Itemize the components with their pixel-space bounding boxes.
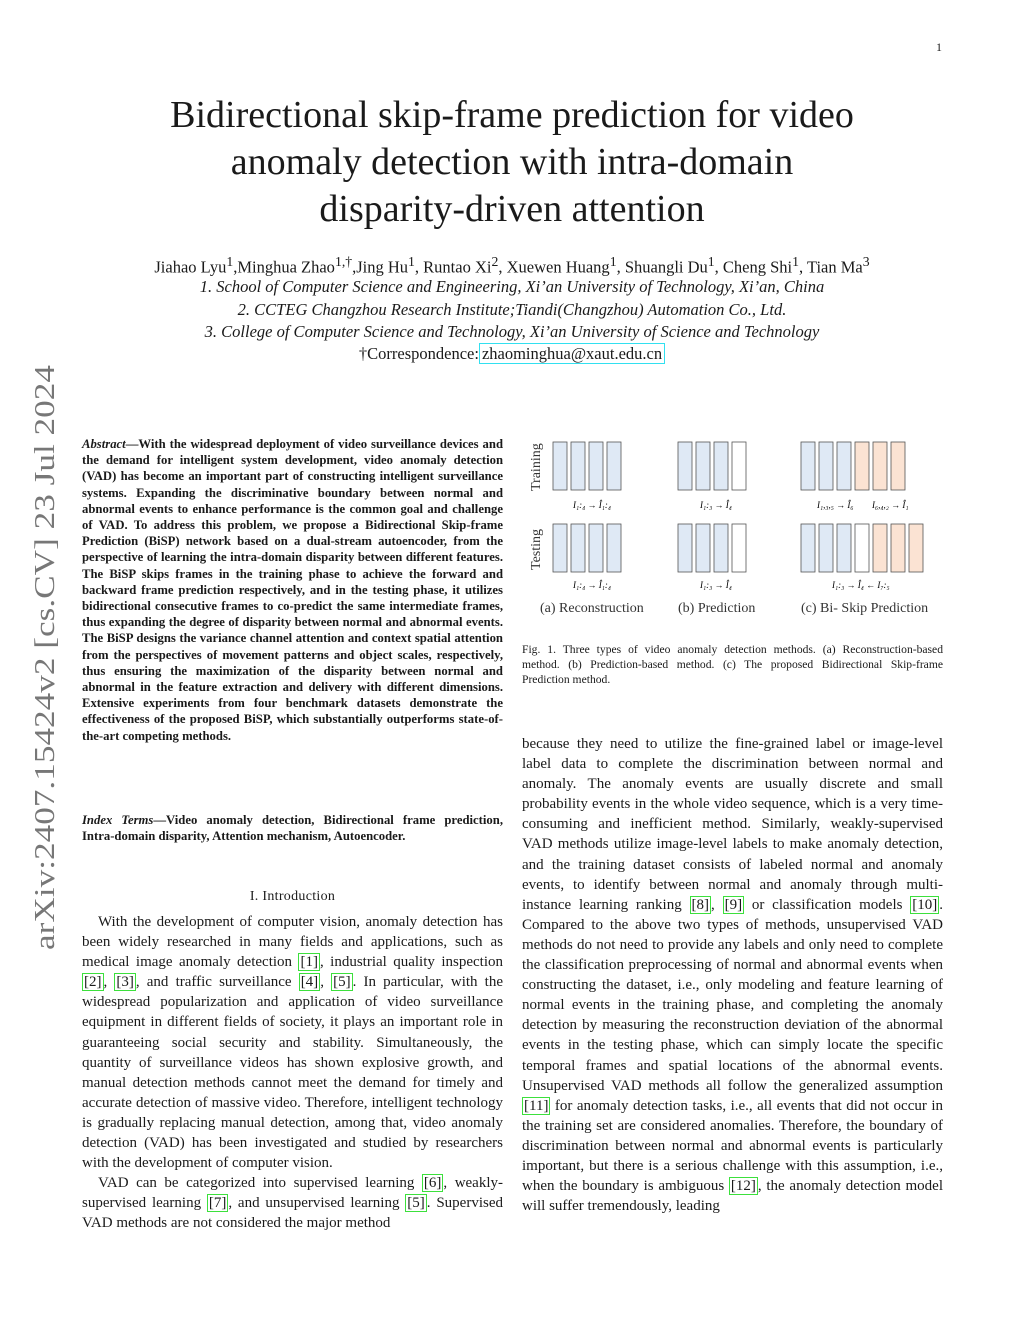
video-frame bbox=[855, 442, 869, 490]
introduction-text bbox=[82, 912, 503, 1234]
text-run: With the development of computer vision, anomaly detection has been widely researched in many fields and applications, such as medical image anomaly detection bbox=[82, 914, 503, 971]
citation-link[interactable]: [6] bbox=[423, 1175, 442, 1192]
citation-link[interactable]: [5] bbox=[407, 1195, 425, 1212]
arxiv-stamp[interactable] bbox=[18, 360, 68, 950]
author-sup: 2 bbox=[491, 254, 499, 269]
text-run: VAD can be categorized into supervised learning bbox=[98, 1175, 422, 1192]
correspondence bbox=[70, 344, 954, 364]
citation-link[interactable]: [3] bbox=[116, 974, 134, 991]
video-frame bbox=[819, 524, 833, 572]
video-frame bbox=[678, 524, 692, 572]
annotation-a-train: I₁:₄ → Î₁:₄ bbox=[573, 500, 612, 510]
video-frame bbox=[801, 442, 815, 490]
author-name: Tian Ma bbox=[806, 257, 863, 277]
author-name: Minghua Zhao bbox=[237, 257, 335, 277]
video-frame bbox=[696, 442, 710, 490]
citation-link[interactable]: [9] bbox=[724, 896, 743, 913]
text-run: for anomaly detection tasks, i.e., all events that did not occur in the training set are considered anomalies. Therefore, the boundary of discrimination between normal and abnormal events is particularly important, but there is a serious challenge with this assumption, i.e., when the boundary is ambiguous bbox=[522, 1097, 943, 1195]
annotation-c-test: I₁:₃ → Î₄ ← I₇:₅ bbox=[832, 580, 890, 590]
annotation-c-train-1: I₁,₃,₅ → Î₆ bbox=[817, 500, 854, 510]
figure-1 bbox=[522, 436, 943, 618]
index-terms bbox=[82, 812, 503, 844]
citation-link[interactable]: [11] bbox=[524, 1097, 549, 1114]
text-run: . Supervised VAD methods are not considered the major method bbox=[82, 1195, 503, 1232]
video-frame bbox=[714, 524, 728, 572]
author-sup: 3 bbox=[862, 254, 870, 269]
video-frame bbox=[553, 524, 567, 572]
abstract-text: —With the widespread deployment of video surveillance devices and the demand for intelligent system development, video anomaly detection (VAD) has become an important part of constructing intelligent surveillance systems. Expanding the discriminative boundary between normal and abnormal events to enhance performance is the common goal and challenge of VAD. To address this problem, we propose a Bidirectional Skip-frame Prediction (BiSP) network based on a dual-stream autoencoder, from the perspective of learning the intra-domain disparity between different features. The BiSP skips frames in the training phase to achieve the forward and backward frame prediction respectively, and in the testing phase, it utilizes bidirectional consecutive frames to co-predict the same intermediate frames, thus expanding the degree of disparity between normal and abnormal events. The BiSP designs the variance channel attention and context spatial attention from the perspectives of movement patterns and object scales, respectively, thus ensuring the maximization of the disparity between normal and abnormal in the feature extraction and delivery with different dimensions. Extensive experiments from four benchmark datasets demonstrate the effectiveness of the proposed BiSP, which substantially outperforms state-of-the-art competing methods. bbox=[82, 437, 503, 743]
annotation-c-train-2: I₆,₄,₂ → Î₁ bbox=[872, 500, 909, 510]
text-run: , industrial quality inspection bbox=[319, 954, 503, 971]
author-sup: 1 bbox=[609, 254, 617, 269]
video-frame bbox=[891, 524, 905, 572]
video-frame bbox=[909, 524, 923, 572]
paragraph bbox=[522, 734, 943, 1216]
video-frame bbox=[589, 524, 603, 572]
subcaption-c: (c) Bi- Skip Prediction bbox=[801, 601, 929, 616]
author-name: Cheng Shi bbox=[722, 257, 793, 277]
abstract bbox=[82, 436, 503, 744]
text-run: . In particular, with the widespread popularization and application of video surveillance equipment in different fields of society, it plays an important role in guaranteeing social security and stability. Simultaneously, the quantity of surveillance videos has shown explosive growth, and manual detection methods cannot meet the demand for timely and accurate detection of massive video. Therefore, intelligent technology is gradually replacing manual detection, among that, video anomaly detection (VAD) has been investigated and studied by researchers with the development of computer vision. bbox=[82, 974, 503, 1172]
citation-link[interactable]: [1] bbox=[300, 954, 318, 971]
video-frame bbox=[553, 442, 567, 490]
video-frame bbox=[873, 524, 887, 572]
page-number: 1 bbox=[936, 40, 942, 54]
affiliation: 2. CCTEG Changzhou Research Institute;Tiandi(Changzhou) Automation Co., Ltd. bbox=[237, 300, 787, 319]
title-line: anomaly detection with intra-domain bbox=[230, 141, 794, 183]
title-line: disparity-driven attention bbox=[319, 188, 705, 230]
text-run: , bbox=[320, 974, 332, 991]
annotation-b-train: I₁:₃ → Î₄ bbox=[700, 500, 732, 510]
figure-caption: Fig. 1. Three types of video anomaly detection methods. (a) Reconstruction-based method. (b) Prediction-based method. (c) The proposed Bidirectional Skip-frame Prediction method. bbox=[522, 643, 943, 686]
paper-title bbox=[100, 92, 924, 233]
row-label-testing: Testing bbox=[529, 528, 544, 570]
subcaption-a: (a) Reconstruction bbox=[540, 601, 644, 616]
figure-diagram bbox=[522, 436, 943, 618]
text-run: because they need to utilize the fine-grained label or image-level label data to complete the discrimination between normal and anomaly. The anomaly events are usually discrete and small probability events in the whole video sequence, which is a very time-consuming and inefficient method. Similarly, weakly-supervised VAD methods utilize image-level labels to make anomaly detection, and the training dataset consists of labeled normal and anomaly events, to identify between normal and anomaly through multi-instance learning ranking bbox=[522, 736, 943, 913]
video-frame bbox=[571, 442, 585, 490]
author-name: Shuangli Du bbox=[624, 257, 708, 277]
video-frame bbox=[819, 442, 833, 490]
paragraph bbox=[82, 1173, 503, 1233]
subcaption-b: (b) Prediction bbox=[678, 601, 756, 616]
video-frame bbox=[891, 442, 905, 490]
text-run: , and unsupervised learning bbox=[228, 1195, 406, 1212]
author-name: Jiahao Lyu bbox=[154, 257, 227, 277]
video-frame bbox=[837, 524, 851, 572]
video-frame bbox=[678, 442, 692, 490]
annotation-a-test: I₁:₄ → Î₁:₄ bbox=[573, 580, 612, 590]
author-sup: 1 bbox=[226, 254, 234, 269]
correspondence-label: †Correspondence: bbox=[358, 344, 479, 363]
video-frame bbox=[607, 442, 621, 490]
affiliation: 1. School of Computer Science and Engineering, Xi’an University of Technology, Xi’an, China bbox=[199, 277, 825, 296]
author-sup: 1 bbox=[707, 254, 715, 269]
citation-link[interactable]: [7] bbox=[208, 1195, 227, 1212]
video-frame bbox=[714, 442, 728, 490]
video-frame bbox=[571, 524, 585, 572]
text-run: , bbox=[711, 896, 723, 913]
citation-link[interactable]: [4] bbox=[300, 974, 319, 991]
video-frame bbox=[589, 442, 603, 490]
author-name: Jing Hu bbox=[356, 257, 409, 277]
text-run: or classification models bbox=[744, 896, 911, 913]
index-terms-text: —Video anomaly detection, Bidirectional frame prediction, Intra-domain disparity, Attention mechanism, Autoencoder. bbox=[82, 813, 503, 844]
text-run: , the anomaly detection model will suffer tremendously, leading bbox=[522, 1178, 943, 1215]
right-column-text bbox=[522, 734, 943, 1216]
video-frame bbox=[801, 524, 815, 572]
video-frame bbox=[732, 524, 746, 572]
annotation-b-test: I₁:₃ → Î₄ bbox=[700, 580, 732, 590]
paragraph bbox=[82, 912, 503, 1173]
correspondence-email-link[interactable]: zhaominghua@xaut.edu.cn bbox=[479, 343, 665, 364]
index-terms-label: Index Terms bbox=[82, 813, 154, 827]
text-run: , weakly-supervised learning bbox=[82, 1175, 503, 1212]
citation-link[interactable]: [2] bbox=[84, 974, 102, 991]
text-run: , and traffic surveillance bbox=[135, 974, 299, 991]
video-frame bbox=[732, 442, 746, 490]
author-sup: 1 bbox=[408, 254, 415, 269]
abstract-label: Abstract bbox=[82, 437, 126, 451]
author-sup: 1 bbox=[792, 254, 799, 269]
video-frame bbox=[873, 442, 887, 490]
text-run: . Compared to the above two types of methods, unsupervised VAD methods do not need to provide any labels and only need to complete the classification preprocessing of normal and abnormal events when constructing the dataset, i.e., only modeling and feature learning of normal events in the training phase, and completing the anomaly detection by measuring the reconstruction deviation of the abnormal events in the testing phase, which can simply locate the specific temporal frames and spatial locations of the abnormal events. Unsupervised VAD methods all follow the generalized assumption bbox=[522, 896, 943, 1094]
video-frame bbox=[607, 524, 621, 572]
text-run: , bbox=[103, 974, 115, 991]
citation-link[interactable]: [8] bbox=[691, 896, 710, 913]
row-label-training: Training bbox=[529, 443, 544, 491]
video-frame bbox=[837, 442, 851, 490]
video-frame bbox=[696, 524, 710, 572]
video-frame bbox=[855, 524, 869, 572]
citation-link[interactable]: [5] bbox=[333, 974, 351, 991]
arxiv-stamp-text: arXiv:2407.15424v2 [cs.CV] 23 Jul 2024 bbox=[29, 468, 61, 950]
author-list: Jiahao Lyu$^1$,Minghua Zhao$^{1,\dagger}$,Jing Hu$^1$, Runtao Xi$^2$, Xuewen Huang$^1$, Shuangli Du$^1$, Cheng Shi$^1$, Tian Ma$^3$ bbox=[154, 254, 870, 277]
author-name: Xuewen Huang bbox=[506, 257, 610, 277]
citation-link[interactable]: [12] bbox=[730, 1178, 756, 1195]
author-sup: 1,† bbox=[334, 254, 353, 269]
title-line: Bidirectional skip-frame prediction for video bbox=[170, 94, 854, 136]
section-heading: I. Introduction bbox=[249, 889, 336, 904]
author-name: Runtao Xi bbox=[423, 257, 492, 277]
affiliation: 3. College of Computer Science and Technology, Xi’an University of Science and Technology bbox=[204, 322, 820, 341]
citation-link[interactable]: [10] bbox=[912, 896, 938, 913]
